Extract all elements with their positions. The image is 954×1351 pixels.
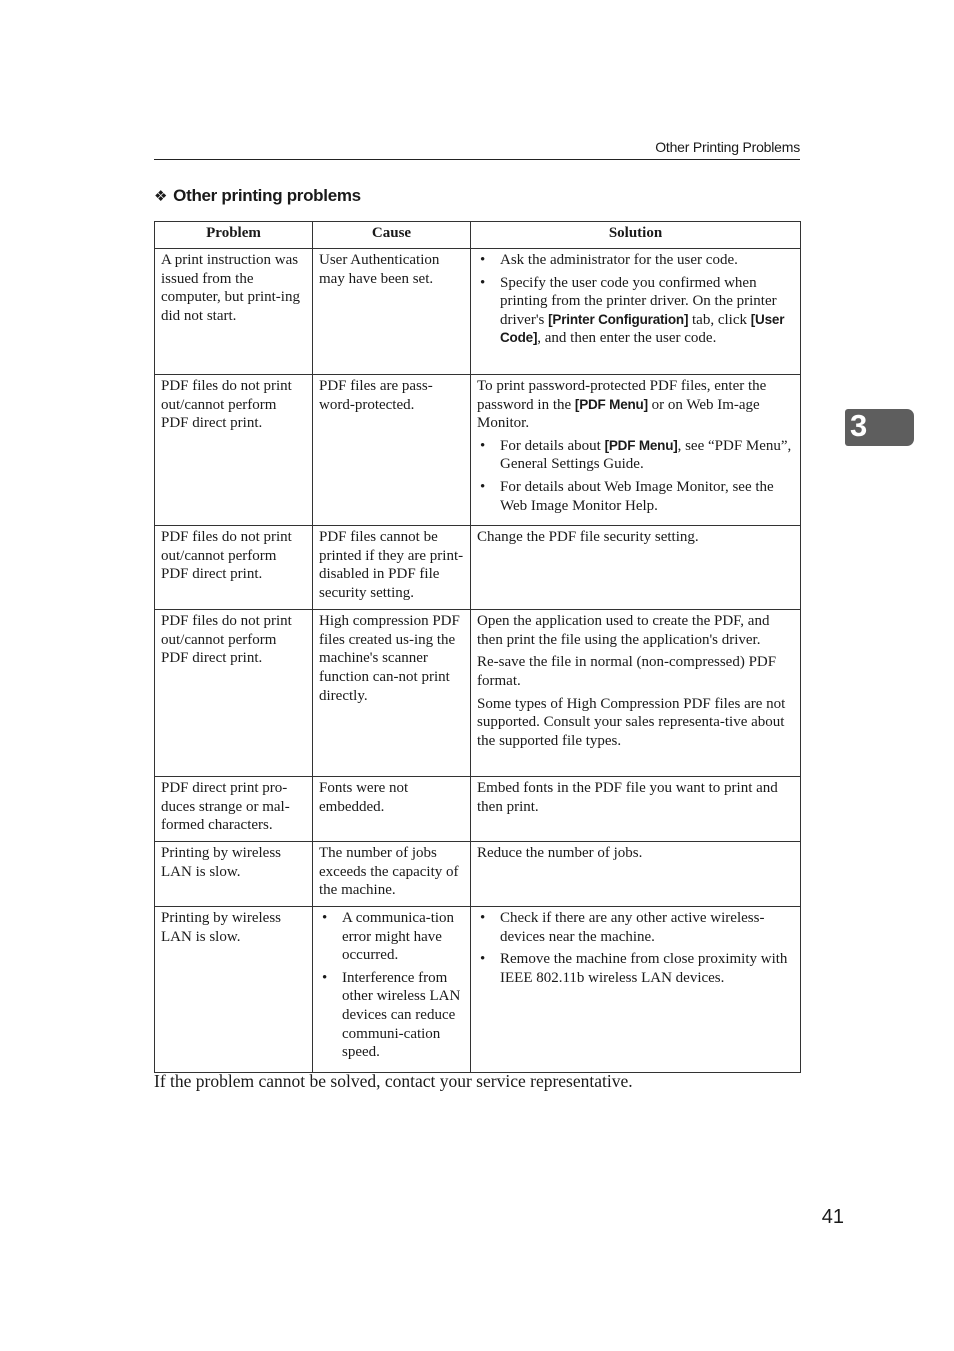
solution-cell	[471, 375, 801, 526]
chapter-tab	[845, 409, 914, 446]
problem-cell: PDF files do not print out/cannot perform PDF direct print.	[155, 610, 313, 777]
list-item	[477, 437, 794, 474]
header-rule	[154, 159, 800, 160]
table-row	[155, 526, 801, 610]
solution-paragraph: Embed fonts in the PDF file you want to print and then print.	[477, 780, 778, 815]
cause-list	[319, 909, 464, 1062]
footer-note: If the problem cannot be solved, contact your service representative.	[154, 1071, 633, 1091]
solution-list	[477, 909, 794, 987]
column-header-cause: Cause	[313, 222, 471, 249]
cause-cell: PDF files are pass-word-protected.	[313, 375, 471, 526]
cause-cell	[313, 906, 471, 1072]
ui-key-label: [PDF Menu]	[604, 437, 678, 453]
text-run: tab, click	[688, 311, 751, 328]
cause-cell: High compression PDF files created us-ing the machine's scanner function can-not print directly.	[313, 610, 471, 777]
table-header-row	[155, 222, 801, 249]
solution-paragraph: Reduce the number of jobs.	[477, 845, 643, 862]
text-run: or on Web Im-age Monitor.	[477, 396, 760, 432]
problem-cell: PDF files do not print out/cannot perform PDF direct print.	[155, 526, 313, 610]
running-header: Other Printing Problems	[655, 139, 800, 155]
solution-list	[477, 251, 794, 348]
table-row	[155, 777, 801, 842]
cause-cell: PDF files cannot be printed if they are print-disabled in PDF file security setting.	[313, 526, 471, 610]
text-run: , and then enter the user code.	[537, 330, 717, 347]
solution-cell	[471, 906, 801, 1072]
cause-cell: User Authentication may have been set.	[313, 249, 471, 375]
solution-paragraph: Some types of High Compression PDF files are not supported. Consult your sales representa-tive about the supported file types.	[477, 695, 786, 749]
solution-cell	[471, 610, 801, 777]
text-run: To print password-protected PDF files, enter the password in the	[477, 378, 767, 413]
table-row	[155, 610, 801, 777]
solution-cell	[471, 249, 801, 375]
page-number: 41	[821, 1206, 844, 1228]
text-run: For details about	[500, 437, 605, 454]
ui-key-label: [User Code]	[500, 311, 785, 346]
solution-paragraph	[477, 377, 794, 433]
cause-cell: The number of jobs exceeds the capacity of the machine.	[313, 842, 471, 907]
column-header-solution: Solution	[471, 222, 801, 249]
column-header-problem: Problem	[155, 222, 313, 249]
section-title	[154, 186, 361, 206]
text-run: Specify the user code you confirmed when printing from the printer driver. On the printer driver's	[500, 274, 777, 328]
ui-key-label: [PDF Menu]	[574, 396, 648, 412]
diamond-bullet-icon: ❖	[154, 188, 168, 205]
list-item: • Interference from other wireless LAN devices can reduce communi-cation speed.	[319, 969, 464, 1062]
solution-cell	[471, 777, 801, 842]
ui-key-label: [Printer Configuration]	[548, 311, 689, 327]
solution-paragraph: Re-save the file in normal (non-compressed) PDF format.	[477, 654, 777, 689]
problem-cell: A print instruction was issued from the computer, but print-ing did not start.	[155, 249, 313, 375]
problem-cell: Printing by wireless LAN is slow.	[155, 842, 313, 907]
problem-cell: PDF direct print pro-duces strange or mal-formed characters.	[155, 777, 313, 842]
cause-cell: Fonts were not embedded.	[313, 777, 471, 842]
problem-cell: Printing by wireless LAN is slow.	[155, 906, 313, 1072]
chapter-number: 3	[850, 408, 868, 443]
table-row	[155, 375, 801, 526]
list-item: • For details about Web Image Monitor, see the Web Image Monitor Help.	[477, 478, 794, 515]
solution-cell	[471, 526, 801, 610]
table-row	[155, 249, 801, 375]
table-row	[155, 906, 801, 1072]
list-item: • Ask the administrator for the user code.	[477, 251, 794, 270]
list-item: • A communica-tion error might have occurred.	[319, 909, 464, 965]
list-item: • Check if there are any other active wireless-devices near the machine.	[477, 909, 794, 946]
table-row	[155, 842, 801, 907]
problem-cell: PDF files do not print out/cannot perform PDF direct print.	[155, 375, 313, 526]
troubleshooting-table	[154, 221, 801, 1073]
solution-paragraph: Change the PDF file security setting.	[477, 529, 699, 546]
section-title-text: Other printing problems	[173, 186, 361, 205]
text-run: , see “PDF Menu”, General Settings Guide.	[500, 437, 792, 473]
solution-list	[477, 437, 794, 515]
solution-paragraph: Open the application used to create the PDF, and then print the file using the application's driver.	[477, 613, 770, 648]
list-item	[477, 274, 794, 348]
list-item: • Remove the machine from close proximity with IEEE 802.11b wireless LAN devices.	[477, 950, 794, 987]
solution-cell	[471, 842, 801, 907]
